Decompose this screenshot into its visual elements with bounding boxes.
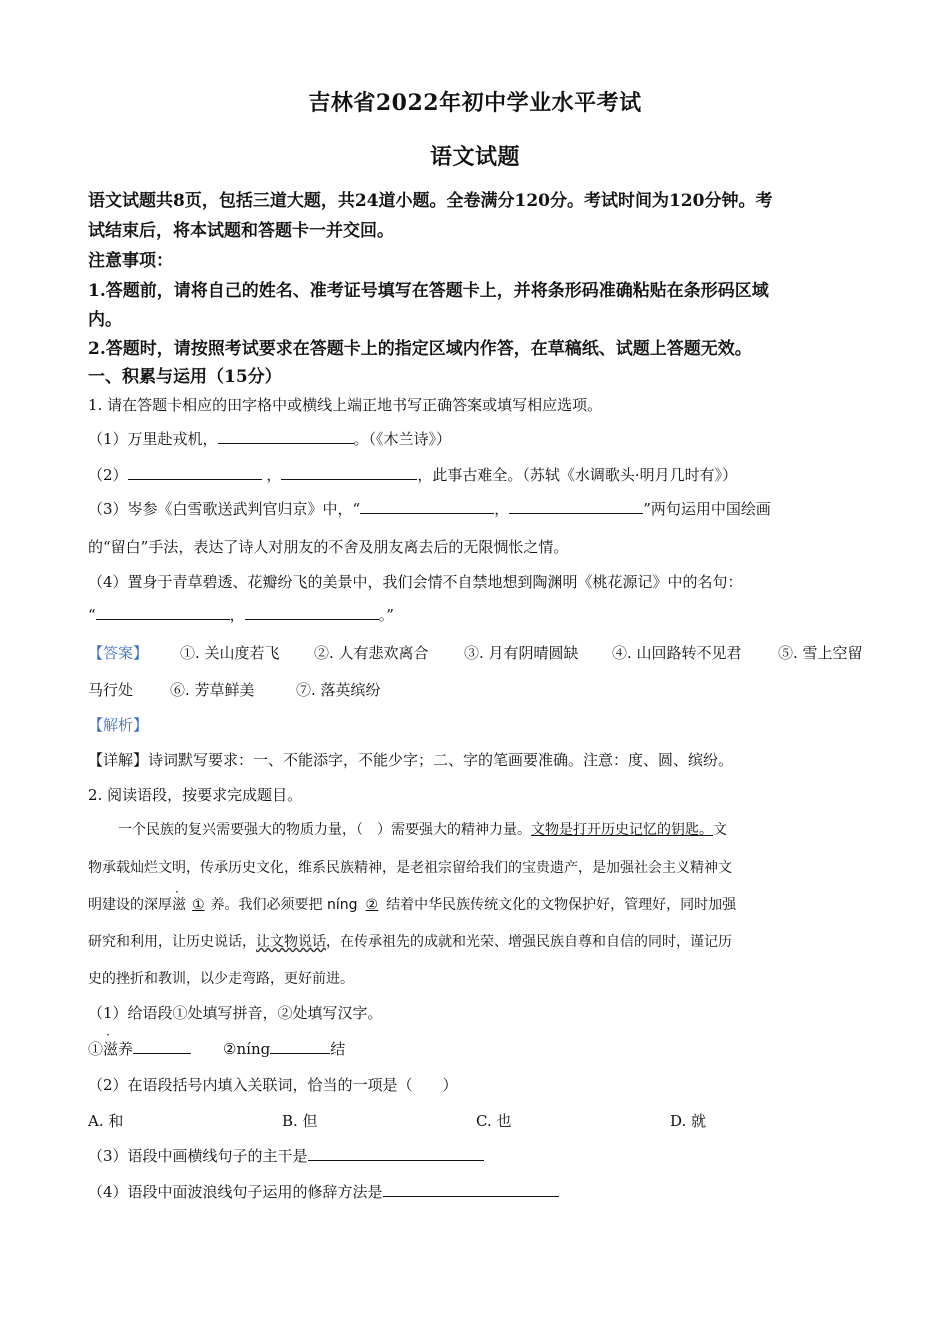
q1-item-1 xyxy=(88,428,868,449)
q1-item-4-blanks xyxy=(88,604,868,625)
dotted-char: 滋 xyxy=(103,1040,119,1058)
sub1-char-2: 结 xyxy=(330,1040,346,1058)
q1-item-3-cont: 的“留白”手法，表达了诗人对朋友的不舍及朋友离去后的无限惆怅之情。 xyxy=(88,538,569,556)
q1-item-1-text-b: 。（《木兰诗》） xyxy=(353,430,452,448)
blank-2-marker: ② xyxy=(365,897,379,913)
q1-item-3-text-a: （3）岑参《白雪歌送武判官归京》中，“ xyxy=(88,500,361,518)
passage-line-3 xyxy=(88,894,868,914)
answer-blank[interactable] xyxy=(270,1039,330,1054)
q2-sub-2: （2）在语段括号内填入关联词，恰当的一项是（ ） xyxy=(88,1076,458,1094)
option-c[interactable]: C. 也 xyxy=(476,1112,512,1130)
passage-text: 研究和利用，让历史说话， xyxy=(88,934,256,950)
answer-blank[interactable] xyxy=(509,499,643,514)
passage-text: 养。我们必须要把 níng xyxy=(210,897,358,913)
answer-1: ①. 关山度若飞 xyxy=(180,644,280,662)
passage-text: 明建设的深厚 xyxy=(88,897,172,913)
passage-line-2: 物承载灿烂文明，传承历史文化，维系民族精神，是老祖宗留给我们的宝贵遗产，是加强社会主义精神文 xyxy=(88,860,732,876)
sub3-text: （3）语段中画横线句子的主干是 xyxy=(88,1147,308,1165)
option-a[interactable]: A. 和 xyxy=(88,1112,124,1130)
q2-sub-1-blanks xyxy=(88,1038,868,1059)
answer-blank[interactable] xyxy=(383,1182,559,1197)
q1-answer-row-2 xyxy=(88,679,868,700)
detail-text: 诗词默写要求：一、不能添字，不能少字；二、字的笔画要准确。注意：度、圆、缤纷。 xyxy=(148,751,734,769)
sub1-marker-1: ① xyxy=(88,1040,104,1058)
answer-blank[interactable] xyxy=(96,605,230,620)
passage-text: 文 xyxy=(713,822,727,838)
q1-item-2 xyxy=(88,464,868,485)
exam-title: 吉林省2022年初中学业水平考试 xyxy=(308,90,642,116)
answer-blank[interactable] xyxy=(360,499,494,514)
notice-title: 注意事项： xyxy=(88,251,173,271)
q1-item-1-text-a: （1）万里赴戎机， xyxy=(88,430,218,448)
q2-sub-4 xyxy=(88,1181,868,1202)
answer-blank[interactable] xyxy=(245,605,379,620)
q1-item-4-comma: ， xyxy=(229,606,245,624)
q1-item-2-text-a: （2） xyxy=(88,466,128,484)
answer-blank[interactable] xyxy=(308,1146,484,1161)
answer-blank[interactable] xyxy=(128,465,262,480)
q1-item-2-text-b: ， xyxy=(266,466,282,484)
answer-4: ④. 山回路转不见君 xyxy=(612,644,742,662)
q1-stem: 1. 请在答题卡相应的田字格中或横线上端正地书写正确答案或填写相应选项。 xyxy=(88,396,603,414)
q2-options xyxy=(88,1110,868,1130)
answer-3: ③. 月有阴晴圆缺 xyxy=(464,644,579,662)
q2-sub-3 xyxy=(88,1145,868,1166)
quote-close: 。” xyxy=(378,606,394,624)
passage-text: 结着中华民族传统文化的文物保护好，管理好，同时加强 xyxy=(386,897,737,913)
passage-line-1 xyxy=(118,819,868,839)
q1-item-4: （4）置身于青草碧透、花瓣纷飞的美景中，我们会情不自禁地想到陶渊明《桃花源记》中的名句： xyxy=(88,573,743,591)
q1-item-3 xyxy=(88,498,868,519)
notice-1a: 1.答题前，请将自己的姓名、准考证号填写在答题卡上，并将条形码准确粘贴在条形码区域 xyxy=(88,281,769,301)
passage-text: ，在传承祖先的成就和光荣、增强民族自尊和自信的同时，谨记历 xyxy=(326,934,732,950)
notice-1b: 内。 xyxy=(88,310,122,330)
analysis-label: 【解析】 xyxy=(88,716,149,734)
underlined-sentence: 文物是打开历史记忆的钥匙。 xyxy=(531,822,713,838)
detail-label: 【详解】 xyxy=(88,751,149,769)
answer-5-cont: 马行处 xyxy=(88,681,134,699)
q1-item-2-text-c: ，此事古难全。（苏轼《水调歌头·明月几时有》） xyxy=(417,466,738,484)
blank-1-marker: ① xyxy=(192,897,205,913)
option-b[interactable]: B. 但 xyxy=(282,1112,318,1130)
quote-open: “ xyxy=(88,606,96,624)
q1-answer-row-1 xyxy=(88,642,868,663)
answer-blank[interactable] xyxy=(281,465,417,480)
option-d[interactable]: D. 就 xyxy=(670,1112,707,1130)
passage-line-5: 史的挫折和教训，以少走弯路，更好前进。 xyxy=(88,971,354,987)
answer-5: ⑤. 雪上空留 xyxy=(778,644,863,662)
q1-detail xyxy=(88,749,868,770)
answer-blank[interactable] xyxy=(133,1039,191,1054)
answer-6: ⑥. 芳草鲜美 xyxy=(170,681,255,699)
passage-text: 一个民族的复兴需要强大的物质力量，（ ）需要强大的精神力量。 xyxy=(118,822,531,838)
answer-label: 【答案】 xyxy=(88,644,149,662)
sub4-text: （4）语段中面波浪线句子运用的修辞方法是 xyxy=(88,1183,383,1201)
sub1-char: 养 xyxy=(118,1040,134,1058)
q2-stem: 2. 阅读语段，按要求完成题目。 xyxy=(88,786,303,804)
q1-item-3-text-b: ， xyxy=(494,500,510,518)
notice-2: 2.答题时，请按照考试要求在答题卡上的指定区域内作答，在草稿纸、试题上答题无效。 xyxy=(88,339,752,359)
dotted-char: 滋 xyxy=(172,897,186,913)
exam-subtitle: 语文试题 xyxy=(429,144,520,170)
passage-line-4 xyxy=(88,931,868,951)
intro-line-1: 语文试题共8页，包括三道大题，共24道小题。全卷满分120分。考试时间为120分钟。考 xyxy=(88,191,773,211)
answer-7: ⑦. 落英缤纷 xyxy=(296,681,381,699)
answer-2: ②. 人有悲欢离合 xyxy=(314,644,429,662)
intro-line-2: 试结束后，将本试题和答题卡一并交回。 xyxy=(88,221,394,241)
q1-item-3-text-c: ”两句运用中国绘画 xyxy=(643,500,771,518)
q2-sub-1: （1）给语段①处填写拼音，②处填写汉字。 xyxy=(88,1004,383,1022)
wavy-sentence: 让文物说话 xyxy=(256,934,326,950)
sub1-marker-2: ②níng xyxy=(223,1040,271,1058)
answer-blank[interactable] xyxy=(218,429,354,444)
section-1-title: 一、积累与运用（15分） xyxy=(88,367,282,387)
